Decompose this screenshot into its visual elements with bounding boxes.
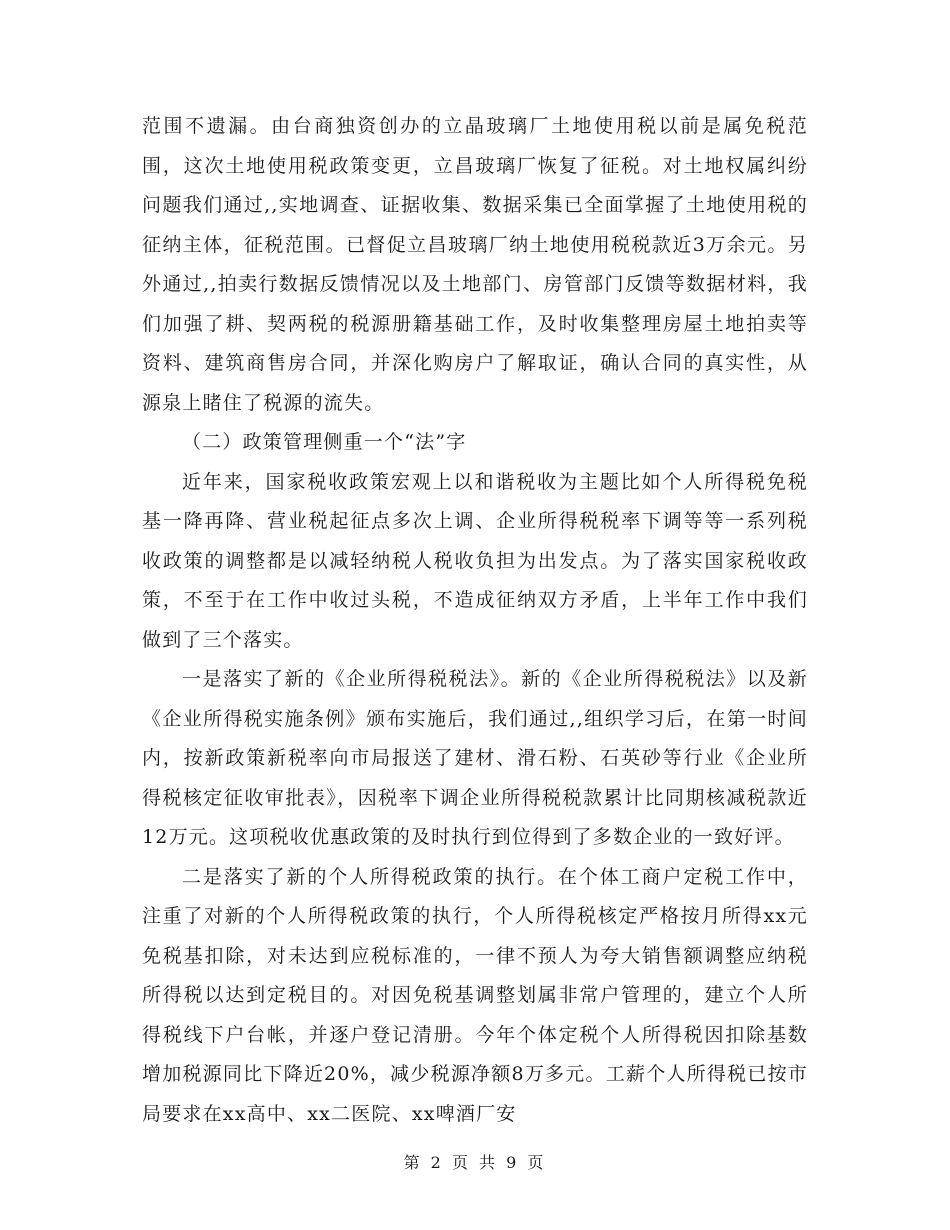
page-number-footer: 第 2 页 共 9 页 [403,1153,547,1172]
paragraph-personal-income-tax: 二是落实了新的个人所得税政策的执行。在个体工商户定税工作中，注重了对新的个人所得税政策的执行，个人所得税核定严格按月所得xx元免税基扣除，对未达到应税标准的，一律不预人为夸大销售额调整应纳税所得税以达到定税目的。对因免税基调整划属非常户管理的，建立个人所得税线下户台帐，并逐户登记清册。今年个体定税个人所得税因扣除基数增加税源同比下降近20%，减少税源净额8万多元。工薪个人所得税已按市局要求在xx高中、xx二医院、xx啤酒厂安 [142,865,808,1125]
section-heading-policy-management: （二）政策管理侧重一个“法”字 [182,431,467,453]
paragraph-continuation: 范围不遗漏。由台商独资创办的立晶玻璃厂土地使用税以前是属免税范围，这次土地使用税政策变更，立昌玻璃厂恢复了征税。对土地权属纠纷问题我们通过,,实地调查、证据收集、数据采集已全面掌握了土地使用税的征纳主体，征税范围。已督促立昌玻璃厂纳土地使用税税款近3万余元。另外通过,,拍卖行数据反馈情况以及土地部门、房管部门反馈等数据材料，我们加强了耕、契两税的税源册籍基础工作，及时收集整理房屋土地拍卖等资料、建筑商售房合同，并深化购房户了解取证，确认合同的真实性，从源泉上睹住了税源的流失。 [142,115,808,414]
paragraph-tax-policy-overview: 近年来，国家税收政策宏观上以和谐税收为主题比如个人所得税免税基一降再降、营业税起征点多次上调、企业所得税税率下调等等一系列税收政策的调整都是以减轻纳税人税收负担为出发点。为了落实国家税收政策，不至于在工作中收过头税，不造成征纳双方矛盾，上半年工作中我们做到了三个落实。 [142,470,808,651]
document-body [142,107,808,1134]
paragraph-enterprise-income-tax: 一是落实了新的《企业所得税税法》。新的《企业所得税税法》以及新《企业所得税实施条例》颁布实施后，我们通过,,组织学习后，在第一时间内，按新政策新税率向市局报送了建材、滑石粉、石英砂等行业《企业所得税核定征收审批表》，因税率下调企业所得税税款累计比同期核减税款近12万元。这项税收优惠政策的及时执行到位得到了多数企业的一致好评。 [142,668,808,848]
